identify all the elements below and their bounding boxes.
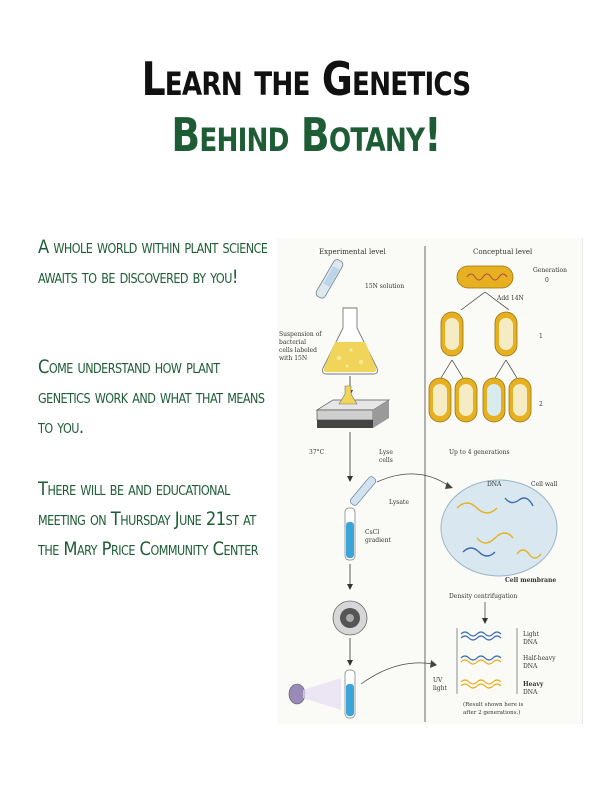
page-title-line2: Behind Botany! (171, 108, 441, 162)
add-n14-label: Add 14N (497, 295, 524, 302)
uv-lamp-icon (289, 678, 341, 710)
generation-label: Generation (533, 267, 568, 274)
lyse-label-2: cells (379, 457, 393, 464)
conceptual-heading: Conceptual level (473, 248, 533, 256)
bacterium-gen0-icon (457, 266, 513, 288)
page-title-line1: Learn the Genetics (141, 52, 471, 106)
suspension-label-1: Suspension of (279, 331, 322, 338)
bacterium-gen1-icon (441, 312, 517, 356)
up-to-4-label: Up to 4 generations (449, 449, 510, 456)
temp-label: 37°C (309, 449, 325, 456)
final-tube-icon (345, 670, 355, 718)
lysate-pipette-icon (349, 475, 377, 506)
gen1-label: 1 (539, 333, 543, 340)
light-dna-label-1: Light (523, 631, 540, 638)
uv-label-1: UV (433, 677, 443, 684)
lyse-label-1: Lyse (379, 449, 393, 456)
half-heavy-label-1: Half-heavy (523, 655, 556, 662)
cell-icon (441, 480, 557, 576)
result-note-2: after 2 generations.) (463, 710, 521, 716)
cscl-label-1: CsCl (365, 529, 380, 536)
pipette-icon (315, 258, 345, 299)
experimental-heading: Experimental level (319, 248, 386, 256)
bacterium-gen2-icon (429, 378, 531, 422)
heavy-dna-label-1: Heavy (523, 681, 544, 688)
cell-wall-label: Cell wall (531, 481, 558, 488)
result-note-1: (Result shown here is (463, 702, 524, 708)
meselson-stahl-figure (277, 238, 583, 724)
cscl-label-2: gradient (365, 537, 391, 544)
cscl-tube-icon (345, 508, 355, 560)
incubator-icon (317, 386, 389, 428)
heavy-dna-label-2: DNA (523, 689, 538, 696)
meeting-paragraph: There will be and educational meeting on Thursday June 21st at the Mary Price Community Center (38, 478, 258, 560)
understand-paragraph: Come understand how plant genetics work and what that means to you. (38, 356, 265, 438)
dna-label: DNA (487, 481, 502, 488)
suspension-label-3: cells labeled (279, 347, 317, 354)
lysate-label: Lysate (389, 499, 409, 506)
dna-bands (457, 628, 517, 694)
gen2-label: 2 (539, 401, 543, 408)
half-heavy-label-2: DNA (523, 663, 538, 670)
light-dna-label-2: DNA (523, 639, 538, 646)
density-label: Density centrifugation (449, 593, 518, 600)
cell-membrane-label: Cell membrane (505, 577, 557, 584)
suspension-label-4: with 15N (279, 355, 308, 362)
uv-label-2: light (433, 685, 447, 692)
experiment-diagram (277, 238, 582, 724)
suspension-label-2: bacterial (279, 339, 307, 346)
gen0-label: 0 (545, 277, 549, 284)
centrifuge-icon (333, 601, 367, 635)
n15-solution-label: 15N solution (365, 283, 405, 290)
intro-paragraph: A whole world within plant science awaits to be discovered by you! (38, 236, 268, 288)
flask-icon (323, 308, 378, 374)
